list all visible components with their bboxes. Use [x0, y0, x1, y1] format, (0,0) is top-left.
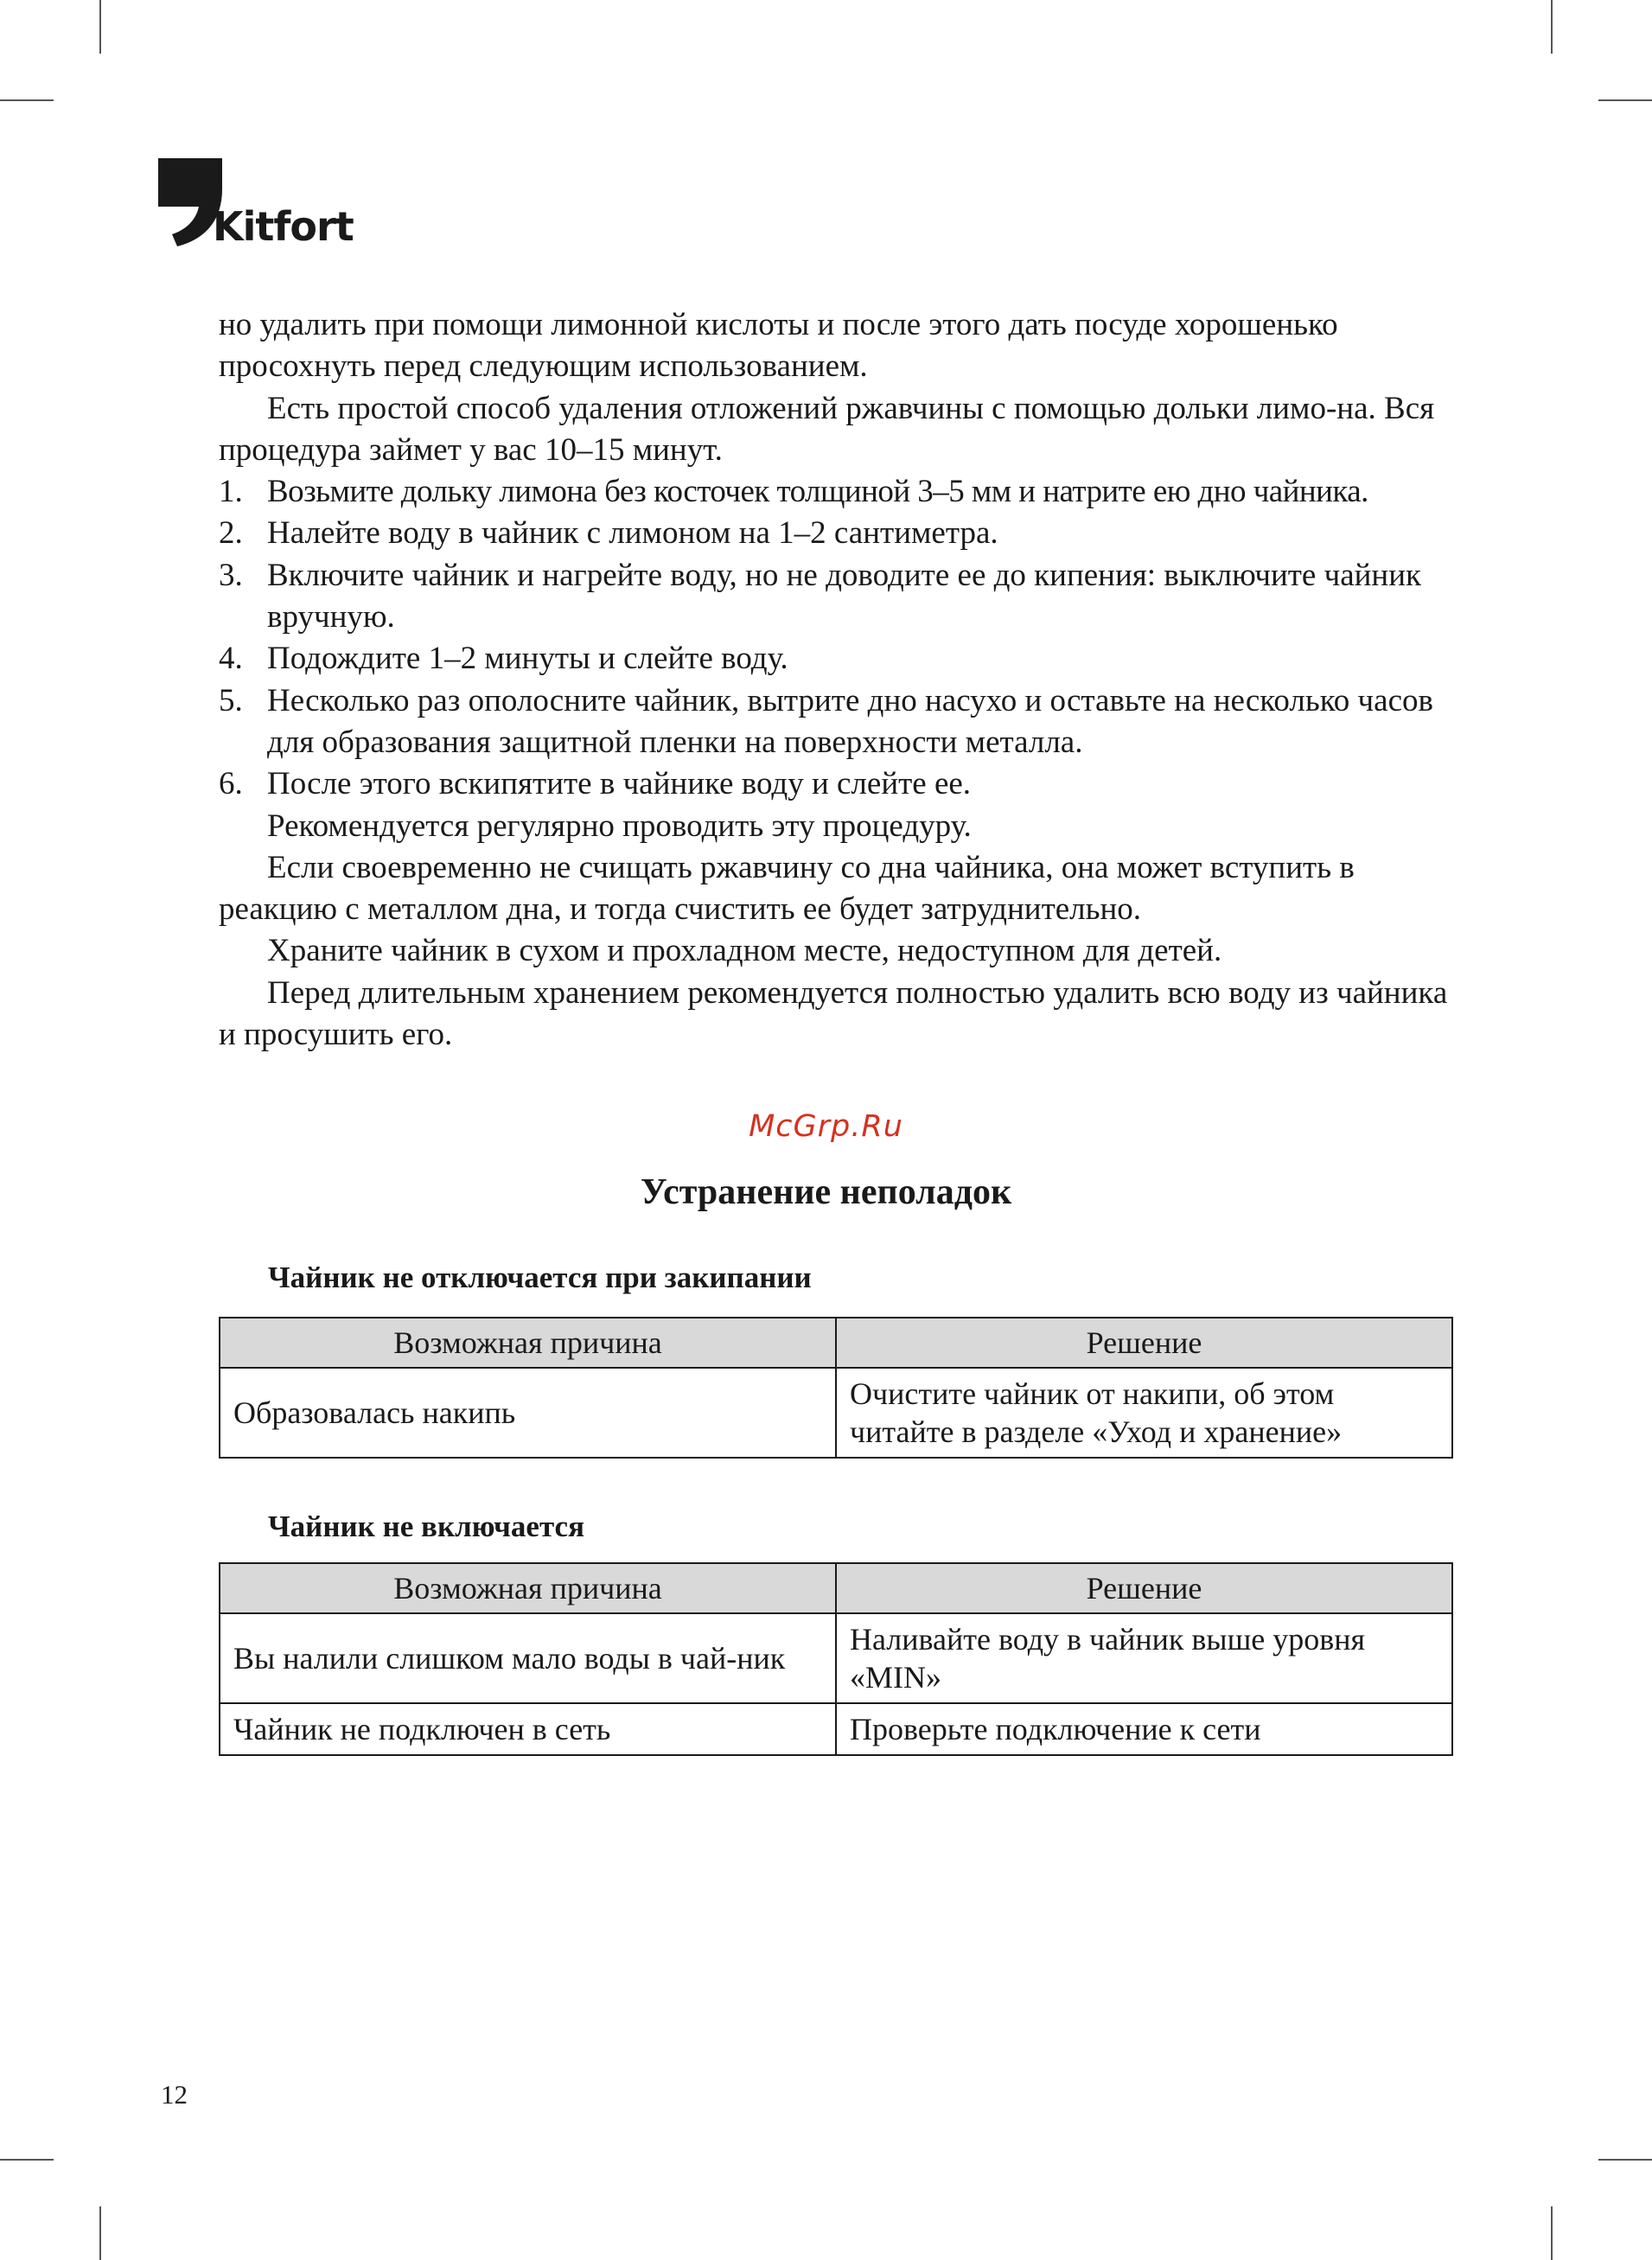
list-item — [219, 513, 1455, 554]
list-item — [219, 555, 1455, 639]
list-text: Несколько раз ополосните чайник, вытрите дно насухо и оставьте на несколько часов для образования защитной пленки на поверхности металла. — [267, 682, 1433, 760]
list-number: 4. — [219, 641, 243, 677]
list-item — [219, 638, 1455, 680]
list-text: Налейте воду в чайник с лимоном на 1–2 сантиметра. — [267, 515, 998, 552]
troubleshooting-table-2 — [219, 1562, 1453, 1756]
list-item — [219, 680, 1455, 764]
list-number: 5. — [219, 682, 243, 718]
brand-name: Kitfort — [213, 203, 354, 250]
section-title: Устранение неполадок — [640, 1172, 1012, 1212]
crop-mark — [99, 0, 101, 54]
troubleshooting-table-1 — [219, 1317, 1453, 1459]
list-item — [219, 471, 1455, 513]
cell-cause: Образовалась накипь — [220, 1368, 836, 1458]
table-row — [220, 1613, 1452, 1703]
page-number: 12 — [161, 2079, 188, 2110]
paragraph: Есть простой способ удаления отложений ржавчины с помощью дольки лимо-на. Вся процедура займет у вас 10–15 минут. — [219, 390, 1435, 468]
list-text: Включите чайник и нагрейте воду, но не доводите ее до кипения: выключите чайник вручную. — [267, 557, 1421, 635]
paragraph: Храните чайник в сухом и прохладном месте, недоступном для детей. — [267, 933, 1222, 969]
list-item — [219, 763, 1455, 805]
header-cause: Возможная причина — [220, 1318, 836, 1368]
list-text: Возьмите дольку лимона без косточек толщиной 3–5 мм и натрите ею дно чайника. — [267, 474, 1368, 510]
kitfort-logo — [158, 158, 366, 253]
crop-mark — [1598, 2159, 1652, 2161]
paragraph: Если своевременно не счищать ржавчину со дна чайника, она может вступить в реакцию с металлом дна, и тогда счистить ее будет затруднительно. — [219, 849, 1355, 928]
paragraph: Рекомендуется регулярно проводить эту процедуру. — [267, 808, 972, 844]
list-text: После этого вскипятите в чайнике воду и слейте ее. — [267, 766, 972, 802]
crop-mark — [0, 2159, 54, 2161]
body-text — [219, 304, 1455, 1056]
cell-solution: Наливайте воду в чайник выше уровня «MIN» — [836, 1613, 1452, 1703]
list-number: 2. — [219, 515, 243, 552]
table-header-row — [220, 1318, 1452, 1368]
cell-cause: Чайник не подключен в сеть — [220, 1703, 836, 1755]
table-row — [220, 1368, 1452, 1458]
cell-cause: Вы налили слишком мало воды в чай-ник — [220, 1613, 836, 1703]
paragraph: Перед длительным хранением рекомендуется полностью удалить всю воду из чайника и просушить его. — [219, 974, 1448, 1053]
table-header-row — [220, 1563, 1452, 1613]
list-number: 6. — [219, 766, 243, 802]
crop-mark — [0, 99, 54, 101]
paragraph: но удалить при помощи лимонной кислоты и после этого дать посуде хорошенько просохнуть перед следующим использованием. — [219, 307, 1338, 385]
list-text: Подождите 1–2 минуты и слейте воду. — [267, 641, 788, 677]
list-number: 3. — [219, 557, 243, 593]
cell-solution: Очистите чайник от накипи, об этом читайте в разделе «Уход и хранение» — [836, 1368, 1452, 1458]
crop-mark — [1551, 2206, 1553, 2260]
watermark: McGrp.Ru — [749, 1109, 903, 1144]
table2-title: Чайник не включается — [268, 1510, 585, 1543]
header-cause: Возможная причина — [220, 1563, 836, 1613]
cell-solution: Проверьте подключение к сети — [836, 1703, 1452, 1755]
header-solution: Решение — [836, 1563, 1452, 1613]
crop-mark — [1551, 0, 1553, 54]
table-row — [220, 1703, 1452, 1755]
table1-title: Чайник не отключается при закипании — [268, 1261, 812, 1294]
crop-mark — [1598, 99, 1652, 101]
header-solution: Решение — [836, 1318, 1452, 1368]
crop-mark — [99, 2206, 101, 2260]
list-number: 1. — [219, 474, 243, 510]
